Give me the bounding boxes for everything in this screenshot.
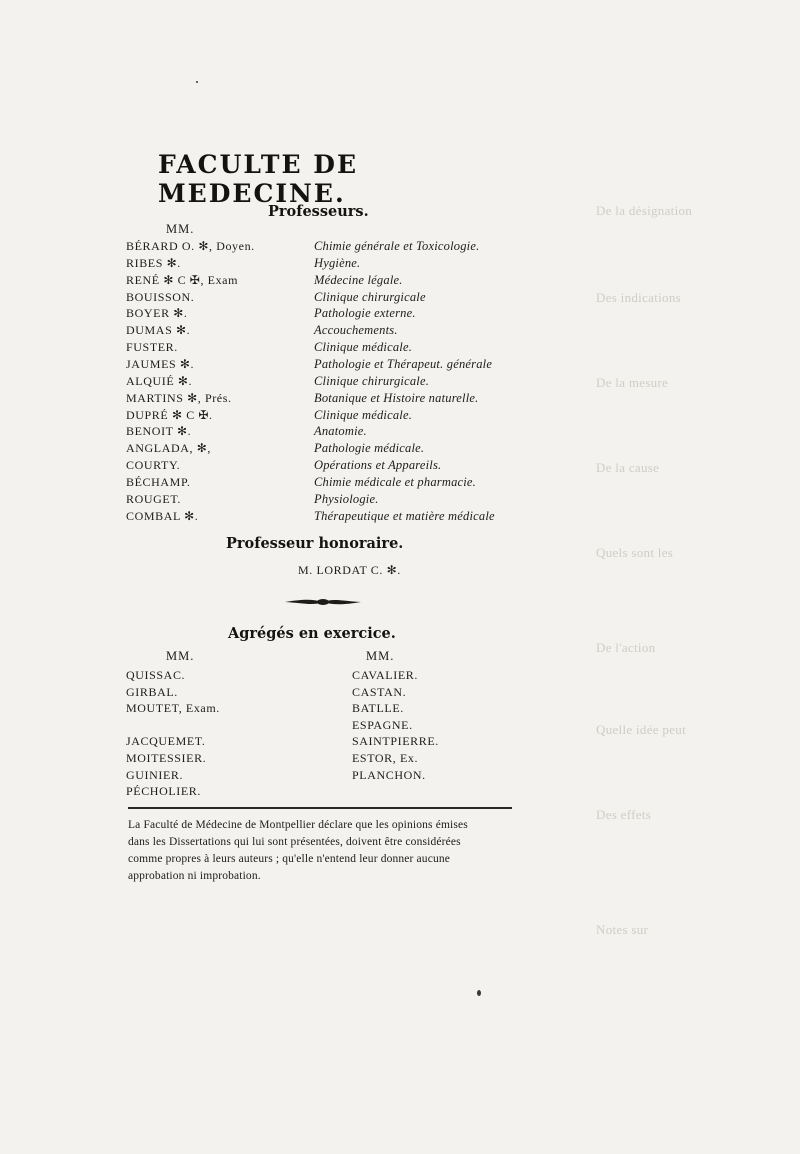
professeurs-mm-label: MM.: [166, 222, 195, 236]
disclaimer-line: comme propres à leurs auteurs ; qu'elle n'entend leur donner aucune: [128, 853, 451, 865]
agrege-name: SAINTPIERRE.: [352, 734, 439, 749]
professor-name: RENÉ ✻ C ✠, Exam: [126, 272, 239, 287]
professor-row: [126, 256, 526, 273]
agrege-name: JACQUEMET.: [126, 734, 206, 749]
professor-subject: Physiologie.: [314, 491, 379, 506]
agrege-name: PÉCHOLIER.: [126, 784, 201, 799]
agreges-left-mm-label: MM.: [166, 649, 195, 663]
professor-subject: Thérapeutique et matière médicale: [314, 508, 495, 523]
bleed-through-text: Notes sur: [596, 922, 649, 937]
professor-row: [126, 306, 526, 323]
professor-name: BOYER ✻.: [126, 306, 188, 321]
agrege-name: ESPAGNE.: [352, 717, 413, 732]
bleed-through-text: De la mesure: [596, 375, 669, 390]
professor-row: [126, 340, 526, 357]
professor-name: COMBAL ✻.: [126, 508, 199, 523]
professor-name: BÉCHAMP.: [126, 474, 191, 489]
bleed-through-text: Des indications: [596, 290, 682, 305]
agrege-name: [126, 718, 220, 735]
professor-row: [126, 239, 526, 256]
disclaimer-line: dans les Dissertations qui lui sont présentées, doivent être considérées: [128, 836, 461, 848]
professor-name: BENOIT ✻.: [126, 424, 192, 439]
agrege-name: MOUTET, Exam.: [126, 701, 220, 716]
ornament-divider: [283, 596, 363, 608]
agrege-name: CAVALIER.: [352, 668, 418, 682]
agrege-name: CASTAN.: [352, 684, 407, 699]
agrege-name: BATLLE.: [352, 701, 404, 716]
ink-speck: [196, 81, 198, 83]
agreges-left-column: [126, 668, 220, 801]
professor-subject: Pathologie et Thérapeut. générale: [314, 356, 493, 371]
professor-name: BÉRARD O. ✻, Doyen.: [126, 239, 255, 253]
professor-name: ALQUIÉ ✻.: [126, 373, 193, 388]
professor-subject: Chimie médicale et pharmacie.: [314, 474, 477, 489]
professor-subject: Anatomie.: [314, 424, 367, 439]
agrege-name: QUISSAC.: [126, 668, 186, 682]
professor-name: COURTY.: [126, 458, 181, 473]
agrege-name: ESTOR, Ex.: [352, 750, 419, 765]
professor-row: [126, 374, 526, 391]
agreges-right-column: [352, 668, 439, 784]
professor-subject: Clinique médicale.: [314, 340, 413, 355]
professor-subject: Clinique chirurgicale.: [314, 373, 430, 388]
professor-name: BOUISSON.: [126, 289, 195, 304]
professor-row: [126, 458, 526, 475]
agrege-name: MOITESSIER.: [126, 750, 207, 765]
agrege-name: PLANCHON.: [352, 767, 426, 782]
agrege-name: GUINIER.: [126, 767, 184, 782]
professor-subject: Clinique chirurgicale: [314, 289, 426, 304]
professor-subject: Pathologie externe.: [314, 306, 416, 321]
professor-row: [126, 475, 526, 492]
professor-row: [126, 492, 526, 509]
bleed-through-text: Des effets: [596, 807, 652, 822]
bleed-through-text: De la désignation: [596, 203, 693, 218]
honoraire-name: M. LORDAT C. ✻.: [298, 563, 401, 577]
ink-speck: [477, 990, 481, 996]
bleed-through-text: Quels sont les: [596, 545, 674, 560]
professeurs-heading: Professeurs.: [268, 203, 369, 220]
professor-name: JAUMES ✻.: [126, 356, 195, 371]
bleed-through-text: Quelle idée peut: [596, 722, 686, 737]
professor-row: [126, 290, 526, 307]
professor-name: MARTINS ✻, Prés.: [126, 390, 232, 405]
professor-row: [126, 391, 526, 408]
professor-row: [126, 357, 526, 374]
professor-subject: Opérations et Appareils.: [314, 458, 442, 473]
bleed-through-text: De l'action: [596, 640, 656, 655]
professor-row: [126, 424, 526, 441]
professor-subject: Chimie générale et Toxicologie.: [314, 239, 480, 253]
professor-row: [126, 509, 526, 526]
professor-row: [126, 408, 526, 425]
bleed-through-text: De la cause: [596, 460, 660, 475]
professor-subject: Accouchements.: [314, 323, 398, 338]
honoraire-heading: Professeur honoraire.: [226, 535, 404, 552]
horizontal-rule: [128, 807, 512, 809]
agrege-name: GIRBAL.: [126, 684, 178, 699]
professor-row: [126, 323, 526, 340]
professor-name: DUPRÉ ✻ C ✠.: [126, 407, 213, 422]
professor-name: FUSTER.: [126, 340, 178, 355]
agreges-right-mm-label: MM.: [366, 649, 395, 663]
disclaimer-line: La Faculté de Médecine de Montpellier déclare que les opinions émises: [128, 819, 468, 831]
professor-subject: Hygiène.: [314, 255, 361, 270]
professor-subject: Clinique médicale.: [314, 407, 413, 422]
professor-name: RIBES ✻.: [126, 255, 181, 270]
disclaimer-note: [128, 817, 522, 885]
agreges-heading: Agrégés en exercice.: [228, 625, 396, 642]
professor-row: [126, 441, 526, 458]
professor-subject: Botanique et Histoire naturelle.: [314, 390, 479, 405]
page-title: FACULTE DE MEDECINE.: [158, 150, 359, 208]
disclaimer-line: approbation ni improbation.: [128, 870, 261, 882]
professor-name: ROUGET.: [126, 491, 181, 506]
professor-name: DUMAS ✻.: [126, 323, 191, 338]
professor-row: [126, 273, 526, 290]
professor-subject: Médecine légale.: [314, 272, 403, 287]
professor-name: ANGLADA, ✻,: [126, 441, 211, 456]
professor-subject: Pathologie médicale.: [314, 441, 425, 456]
